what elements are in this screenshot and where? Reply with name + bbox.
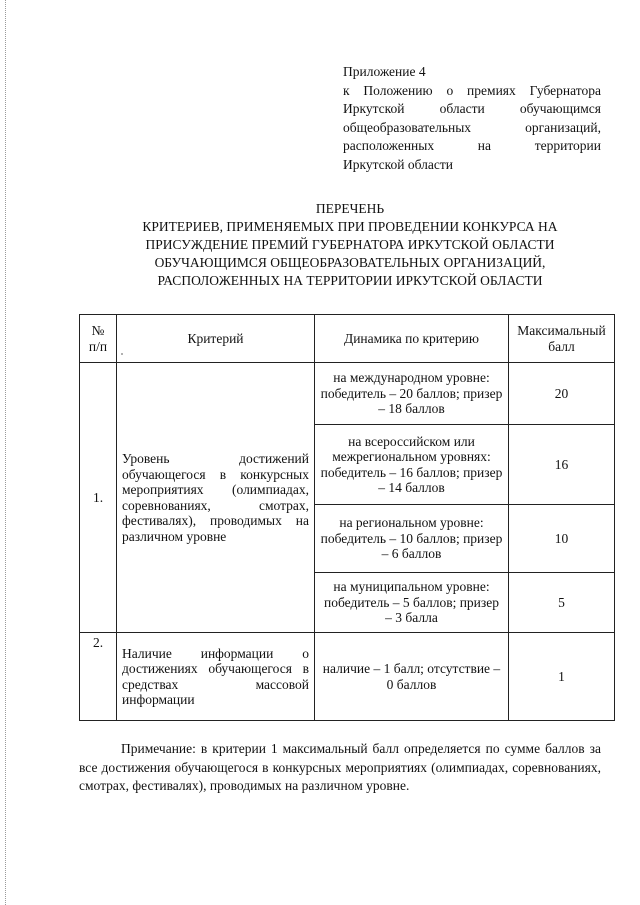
footnote: Примечание: в критерии 1 максимальный балл определяется по сумме баллов за все достижения обучающегося в конкурсных мероприятиях (олимпиадах, соревнованиях, смотрах, фестивалях), проводимых на различном уровне. xyxy=(79,741,601,793)
criteria-table xyxy=(79,314,615,721)
header-dynamics: Динамика по критерию xyxy=(315,315,509,363)
max-score-cell: 1 xyxy=(509,633,615,721)
table-row xyxy=(80,363,615,425)
binding-margin-line xyxy=(5,0,6,905)
row-number: 1. xyxy=(80,363,117,633)
title-line: РАСПОЛОЖЕННЫХ НА ТЕРРИТОРИИ ИРКУТСКОЙ ОБЛАСТИ xyxy=(157,273,543,288)
table-row xyxy=(80,633,615,721)
appendix-header xyxy=(343,63,601,174)
dynamics-cell: на муниципальном уровне: победитель – 5 баллов; призер – 3 балла xyxy=(315,573,509,633)
appendix-line: к Положению о премиях Губернатора xyxy=(343,82,601,98)
criterion-cell: Уровень достижений обучающегося в конкурсных мероприятиях (олимпиадах, соревнованиях, смотрах, фестивалях), проводимых на различном уровне xyxy=(117,363,315,633)
title-line: ПРИСУЖДЕНИЕ ПРЕМИЙ ГУБЕРНАТОРА ИРКУТСКОЙ ОБЛАСТИ xyxy=(145,237,555,252)
dynamics-cell: наличие – 1 балл; отсутствие – 0 баллов xyxy=(315,633,509,721)
table-header-row xyxy=(80,315,615,363)
appendix-line: общеобразовательных организаций, xyxy=(343,119,601,135)
title-line: КРИТЕРИЕВ, ПРИМЕНЯЕМЫХ ПРИ ПРОВЕДЕНИИ КОНКУРСА НА xyxy=(142,219,558,234)
title-line: ОБУЧАЮЩИМСЯ ОБЩЕОБРАЗОВАТЕЛЬНЫХ ОРГАНИЗАЦИЙ, xyxy=(154,255,546,270)
dynamics-cell: на международном уровне: победитель – 20 баллов; призер – 18 баллов xyxy=(315,363,509,425)
dynamics-cell: на всероссийском или межрегиональном уровнях: победитель – 16 баллов; призер – 14 баллов xyxy=(315,425,509,505)
dynamics-cell: на региональном уровне: победитель – 10 баллов; призер – 6 баллов xyxy=(315,505,509,573)
appendix-line: Иркутской области xyxy=(343,156,454,172)
appendix-line: расположенных на территории xyxy=(343,138,601,153)
header-max: Максимальный балл xyxy=(509,315,615,363)
max-score-cell: 5 xyxy=(509,573,615,633)
header-num: № п/п xyxy=(80,315,117,363)
appendix-line: Иркутской области обучающимся xyxy=(343,101,601,116)
max-score-cell: 16 xyxy=(509,425,615,505)
row-number: 2. xyxy=(80,633,117,721)
max-score-cell: 20 xyxy=(509,363,615,425)
document-title xyxy=(110,200,590,290)
title-line: ПЕРЕЧЕНЬ xyxy=(315,201,385,216)
header-criterion: Критерий xyxy=(117,315,315,363)
appendix-number: Приложение 4 xyxy=(343,64,426,79)
max-score-cell: 10 xyxy=(509,505,615,573)
criterion-cell: Наличие информации о достижениях обучающегося в средствах массовой информации xyxy=(117,633,315,721)
